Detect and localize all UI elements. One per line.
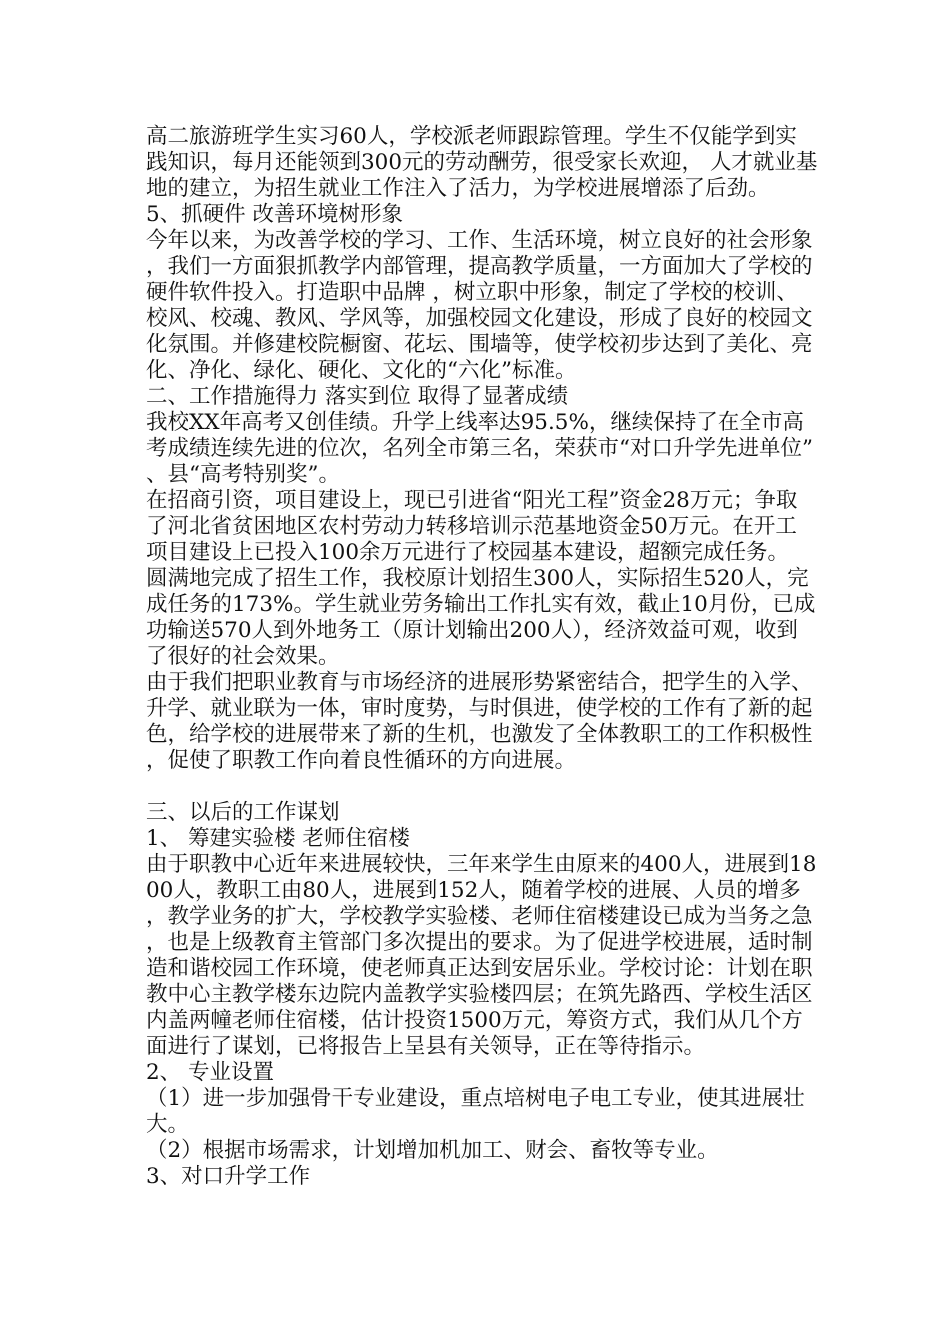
paragraph-exam-results: 我校XX年高考又创佳绩。升学上线率达95.5%，继续保持了在全市高考成绩连续先进的位次，名列全市第三名，荣获市“对口升学先进单位”、县“高考特别奖”。 (146, 410, 813, 487)
heading-lab-building: 1、 筹建实验楼 老师住宿楼 (146, 826, 410, 851)
paragraph-investment: 在招商引资，项目建设上，现已引进省“阳光工程”资金28万元；争取了河北省贫困地区农村劳动力转移培训示范基地资金50万元。在开工项目建设上已投入100余万元进行了校园基本建设，超额完成任务。 (146, 488, 798, 565)
heading-exam-work: 3、对口升学工作 (146, 1164, 311, 1189)
paragraph-major-1: （1）进一步加强骨干专业建设，重点培树电子电工专业，使其进展壮大。 (146, 1086, 805, 1137)
paragraph-enrollment: 圆满地完成了招生工作，我校原计划招生300人，实际招生520人，完成任务的173%。学生就业劳务输出工作扎实有效，截止10月份，已成功输送570人到外地务工（原计划输出200人），经济效益可观，收到了很好的社会效果。 (146, 566, 816, 669)
paragraph-environment: 今年以来，为改善学校的学习、工作、生活环境，树立良好的社会形象，我们一方面狠抓教学内部管理，提高教学质量，一方面加大了学校的硬件软件投入。打造职中品牌 ，树立职中形象，制定了学校的校训、校风、校魂、教风、学风等，加强校园文化建设，形成了良好的校园文化氛围。并修建校院橱窗、花坛、围墙等，使学校初步达到了美化、亮化、净化、绿化、硬化、文化的“六化”标准。 (146, 228, 813, 383)
heading-achievements: 二、工作措施得力 落实到位 取得了显著成绩 (146, 384, 569, 409)
blank-line (146, 774, 818, 800)
document-page (146, 124, 818, 1190)
paragraph-internship: 高二旅游班学生实习60人，学校派老师跟踪管理。学生不仅能学到实践知识，每月还能领到300元的劳动酬劳，很受家长欢迎， 人才就业基地的建立，为招生就业工作注入了活力，为学校进展增添了后劲。 (146, 124, 818, 201)
paragraph-lab-building: 由于职教中心近年来进展较快，三年来学生由原来的400人，进展到1800人，教职工由80人，进展到152人，随着学校的进展、人员的增多，教学业务的扩大，学校教学实验楼、老师住宿楼建设已成为当务之急，也是上级教育主管部门多次提出的要求。为了促进学校进展，适时制造和谐校园工作环境，使老师真正达到安居乐业。学校讨论：计划在职教中心主教学楼东边院内盖教学实验楼四层；在筑先路西、学校生活区内盖两幢老师住宿楼，估计投资1500万元，筹资方式，我们从几个方面进行了谋划，已将报告上呈县有关领导，正在等待指示。 (146, 852, 817, 1059)
paragraph-integration: 由于我们把职业教育与市场经济的进展形势紧密结合，把学生的入学、升学、就业联为一体，审时度势，与时俱进，使学校的工作有了新的起色，给学校的进展带来了新的生机，也激发了全体教职工的工作积极性，促使了职教工作向着良性循环的方向进展。 (146, 670, 813, 773)
heading-future-plans: 三、以后的工作谋划 (146, 800, 340, 825)
heading-majors: 2、 专业设置 (146, 1060, 275, 1085)
paragraph-major-2: （2）根据市场需求，计划增加机加工、财会、畜牧等专业。 (146, 1138, 719, 1163)
heading-hardware: 5、抓硬件 改善环境树形象 (146, 202, 404, 227)
